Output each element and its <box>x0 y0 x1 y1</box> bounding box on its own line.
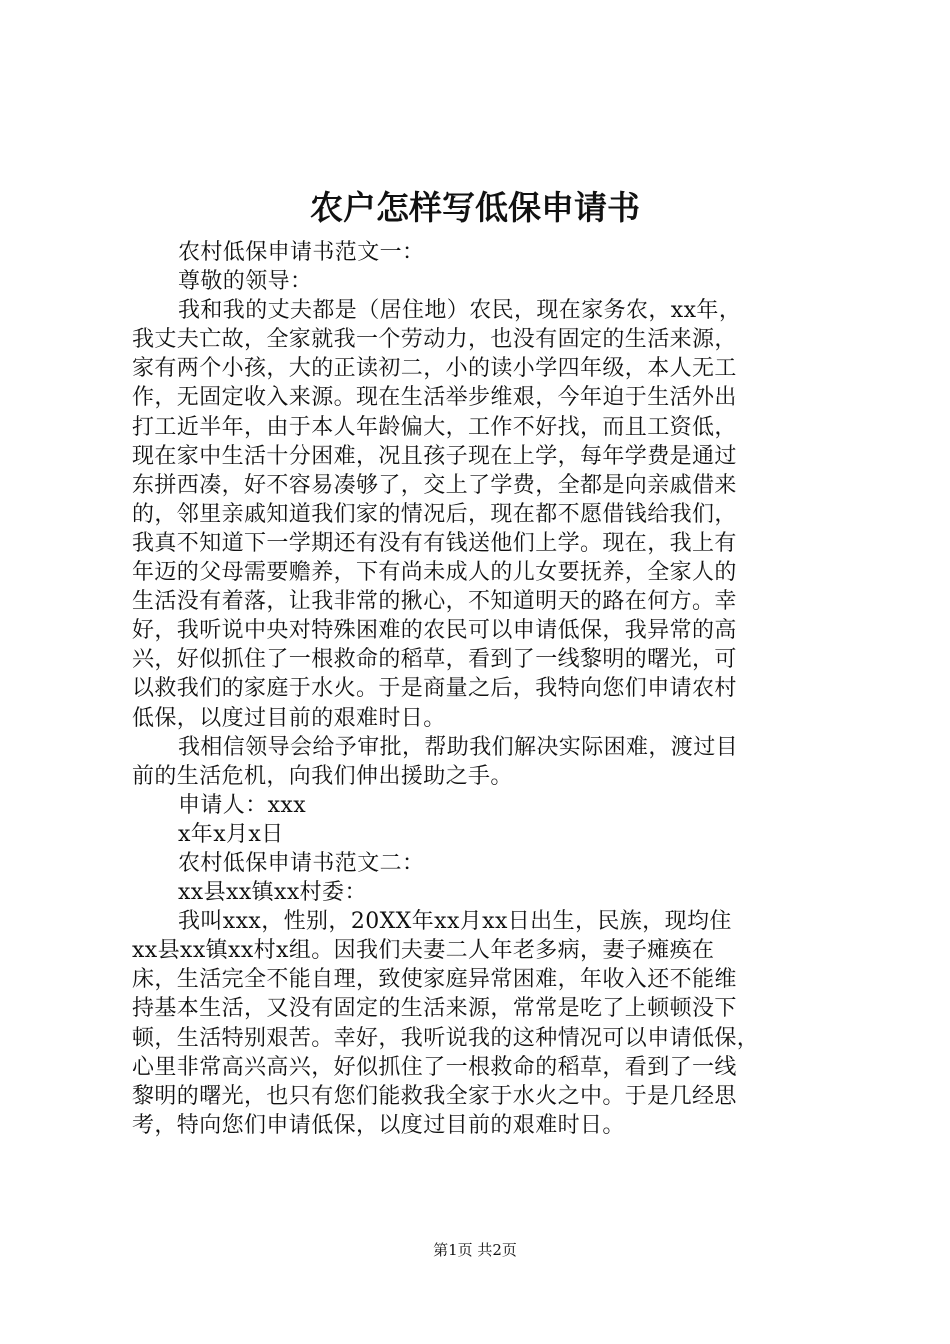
body-line: 好，我听说中央对特殊困难的农民可以申请低保，我异常的高 <box>132 618 737 644</box>
body-line: 我真不知道下一学期还有没有有钱送他们上学。现在，我上有 <box>132 530 737 556</box>
body-line: 的，邻里亲戚知道我们家的情况后，现在都不愿借钱给我们， <box>132 501 737 527</box>
body-line: 以救我们的家庭于水火。于是商量之后，我特向您们申请农村 <box>132 676 737 702</box>
body-line: 作，无固定收入来源。现在生活举步维艰，今年迫于生活外出 <box>132 385 737 411</box>
body-line: 顿，生活特别艰苦。幸好，我听说我的这种情况可以申请低保， <box>132 1025 760 1051</box>
body-line: 生活没有着落，让我非常的揪心，不知道明天的路在何方。幸 <box>132 589 737 615</box>
body-line: xx县xx镇xx村x组。因我们夫妻二人年老多病，妻子瘫痪在 <box>132 938 715 964</box>
body-line: 低保，以度过目前的艰难时日。 <box>132 705 446 731</box>
body-line: 前的生活危机，向我们伸出援助之手。 <box>132 763 513 789</box>
document-body <box>132 238 832 1140</box>
body-line: 持基本生活，又没有固定的生活来源，常常是吃了上顿顿没下 <box>132 996 737 1022</box>
body-line: 尊敬的领导： <box>178 269 313 295</box>
document-title: 农户怎样写低保申请书 <box>310 188 640 227</box>
body-line: xx县xx镇xx村委： <box>178 880 367 906</box>
body-line: 家有两个小孩，大的正读初二，小的读小学四年级，本人无工 <box>132 356 737 382</box>
body-line: 床，生活完全不能自理，致使家庭异常困难，年收入还不能维 <box>132 967 737 993</box>
body-line: 现在家中生活十分困难，况且孩子现在上学，每年学费是通过 <box>132 443 737 469</box>
body-line: 农村低保申请书范文一： <box>178 240 425 265</box>
body-line: 申请人：xxx <box>178 792 307 818</box>
page-footer: 第1页 共2页 <box>433 1241 517 1259</box>
body-line: x年x月x日 <box>178 821 284 847</box>
body-line: 兴，好似抓住了一根救命的稻草，看到了一线黎明的曙光，可 <box>132 647 737 673</box>
body-line: 我丈夫亡故，全家就我一个劳动力，也没有固定的生活来源， <box>132 327 737 353</box>
body-line: 农村低保申请书范文二： <box>178 850 425 876</box>
body-line: 考，特向您们申请低保，以度过目前的艰难时日。 <box>132 1112 625 1138</box>
body-line: 年迈的父母需要赡养，下有尚未成人的儿女要抚养，全家人的 <box>132 560 737 586</box>
body-line: 我叫xxx，性别，20XX年xx月xx日出生，民族，现均住 <box>178 909 732 935</box>
body-line: 东拼西凑，好不容易凑够了，交上了学费，全都是向亲戚借来 <box>132 472 737 498</box>
body-line: 我相信领导会给予审批，帮助我们解决实际困难，渡过目 <box>178 734 739 760</box>
body-line: 我和我的丈夫都是（居住地）农民，现在家务农，xx年， <box>178 298 742 324</box>
body-line: 心里非常高兴高兴，好似抓住了一根救命的稻草，看到了一线 <box>132 1054 737 1080</box>
body-line: 黎明的曙光，也只有您们能救我全家于水火之中。于是几经思 <box>132 1083 737 1109</box>
body-line: 打工近半年，由于本人年龄偏大，工作不好找，而且工资低， <box>132 414 737 440</box>
